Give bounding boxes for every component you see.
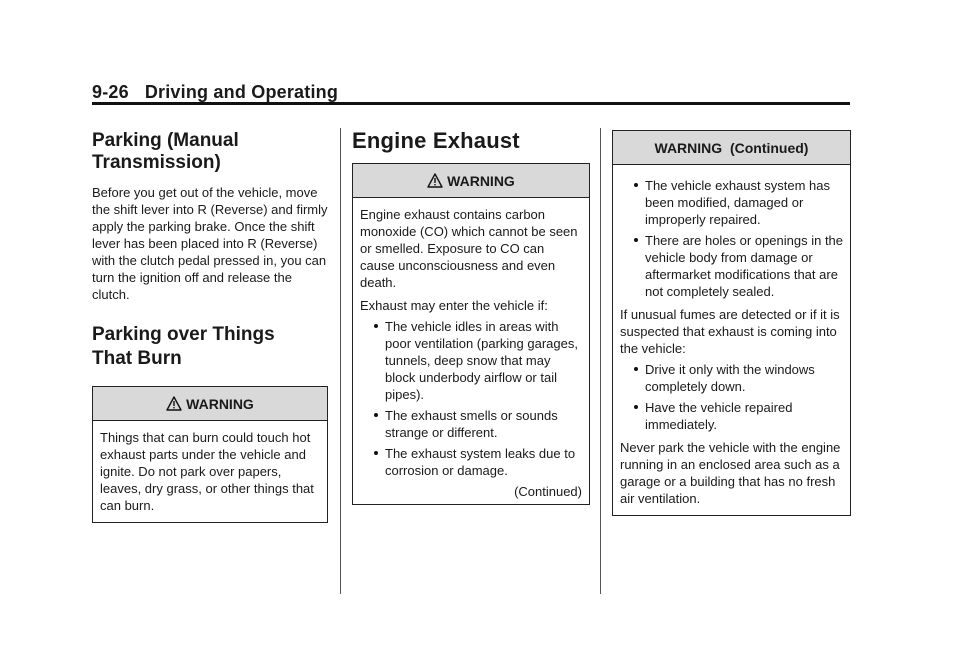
warning-triangle-icon [427, 173, 443, 188]
warning-box-exhaust [352, 163, 590, 505]
parking-manual-body: Before you get out of the vehicle, move the shift lever into R (Reverse) and firmly apply the parking brake. Once the shift lever has been placed into R (Reverse) with the clutch pedal pressed in, you can turn the ignition off and release the clutch. [92, 185, 328, 302]
header-text [92, 82, 850, 103]
heading-line: Parking over Things [92, 324, 275, 345]
list-item: The exhaust system leaks due to corrosion or damage. [360, 445, 582, 479]
warning-bullet-list [620, 361, 843, 433]
heading-line: Parking (Manual [92, 130, 239, 151]
warning-label: WARNING (Continued) [654, 139, 809, 156]
warning-body [93, 421, 327, 522]
warning-para: Never park the vehicle with the engine running in an enclosed area such as a garage or a building that has no fresh air ventilation. [620, 440, 841, 506]
warning-label: WARNING [447, 172, 515, 189]
list-item: There are holes or openings in the vehicle body from damage or aftermarket modifications that are not completely sealed. [620, 232, 843, 300]
list-item: The vehicle idles in areas with poor ventilation (parking garages, tunnels, deep snow that may block underbody airflow or tail pipes). [360, 318, 582, 403]
warning-box-burn [92, 386, 328, 523]
list-item: Have the vehicle repaired immediately. [620, 399, 843, 433]
warning-header [353, 164, 589, 198]
column-2 [352, 127, 590, 505]
column-divider-2 [600, 128, 601, 594]
warning-bullet-list [620, 177, 843, 300]
page-number: 9-26 [92, 82, 129, 102]
warning-header [613, 131, 850, 165]
list-item: The vehicle exhaust system has been modified, damaged or improperly repaired. [620, 177, 843, 228]
header-rule [92, 102, 850, 105]
warning-label: WARNING [186, 395, 254, 412]
warning-body [353, 198, 589, 504]
warning-box-continued [612, 130, 851, 516]
column-1 [92, 130, 328, 523]
list-item: Drive it only with the windows completely down. [620, 361, 843, 395]
warning-text: Things that can burn could touch hot exhaust parts under the vehicle and ignite. Do not park over papers, leaves, dry grass, or other things that can burn. [100, 430, 314, 513]
warning-para: Engine exhaust contains carbon monoxide (CO) which cannot be seen or smelled. Exposure to CO can cause unconsciousness and even death. [360, 207, 578, 290]
column-3 [612, 130, 851, 516]
warning-triangle-icon [166, 396, 182, 411]
continued-label: (Continued) [514, 484, 582, 499]
section-title: Driving and Operating [144, 82, 339, 102]
warning-para: If unusual fumes are detected or if it is suspected that exhaust is coming into the vehicle: [620, 307, 840, 356]
heading-parking-manual [92, 130, 328, 174]
heading-line: That Burn [92, 348, 182, 369]
list-item: The exhaust smells or sounds strange or different. [360, 407, 582, 441]
heading-engine-exhaust: Engine Exhaust [352, 128, 520, 153]
page-header [92, 82, 850, 103]
column-divider-1 [340, 128, 341, 594]
heading-parking-over [92, 323, 328, 371]
warning-para: Exhaust may enter the vehicle if: [360, 298, 548, 313]
warning-bullet-list [360, 318, 582, 479]
warning-header [93, 387, 327, 421]
warning-body [613, 165, 850, 515]
heading-line: Transmission) [92, 152, 221, 173]
